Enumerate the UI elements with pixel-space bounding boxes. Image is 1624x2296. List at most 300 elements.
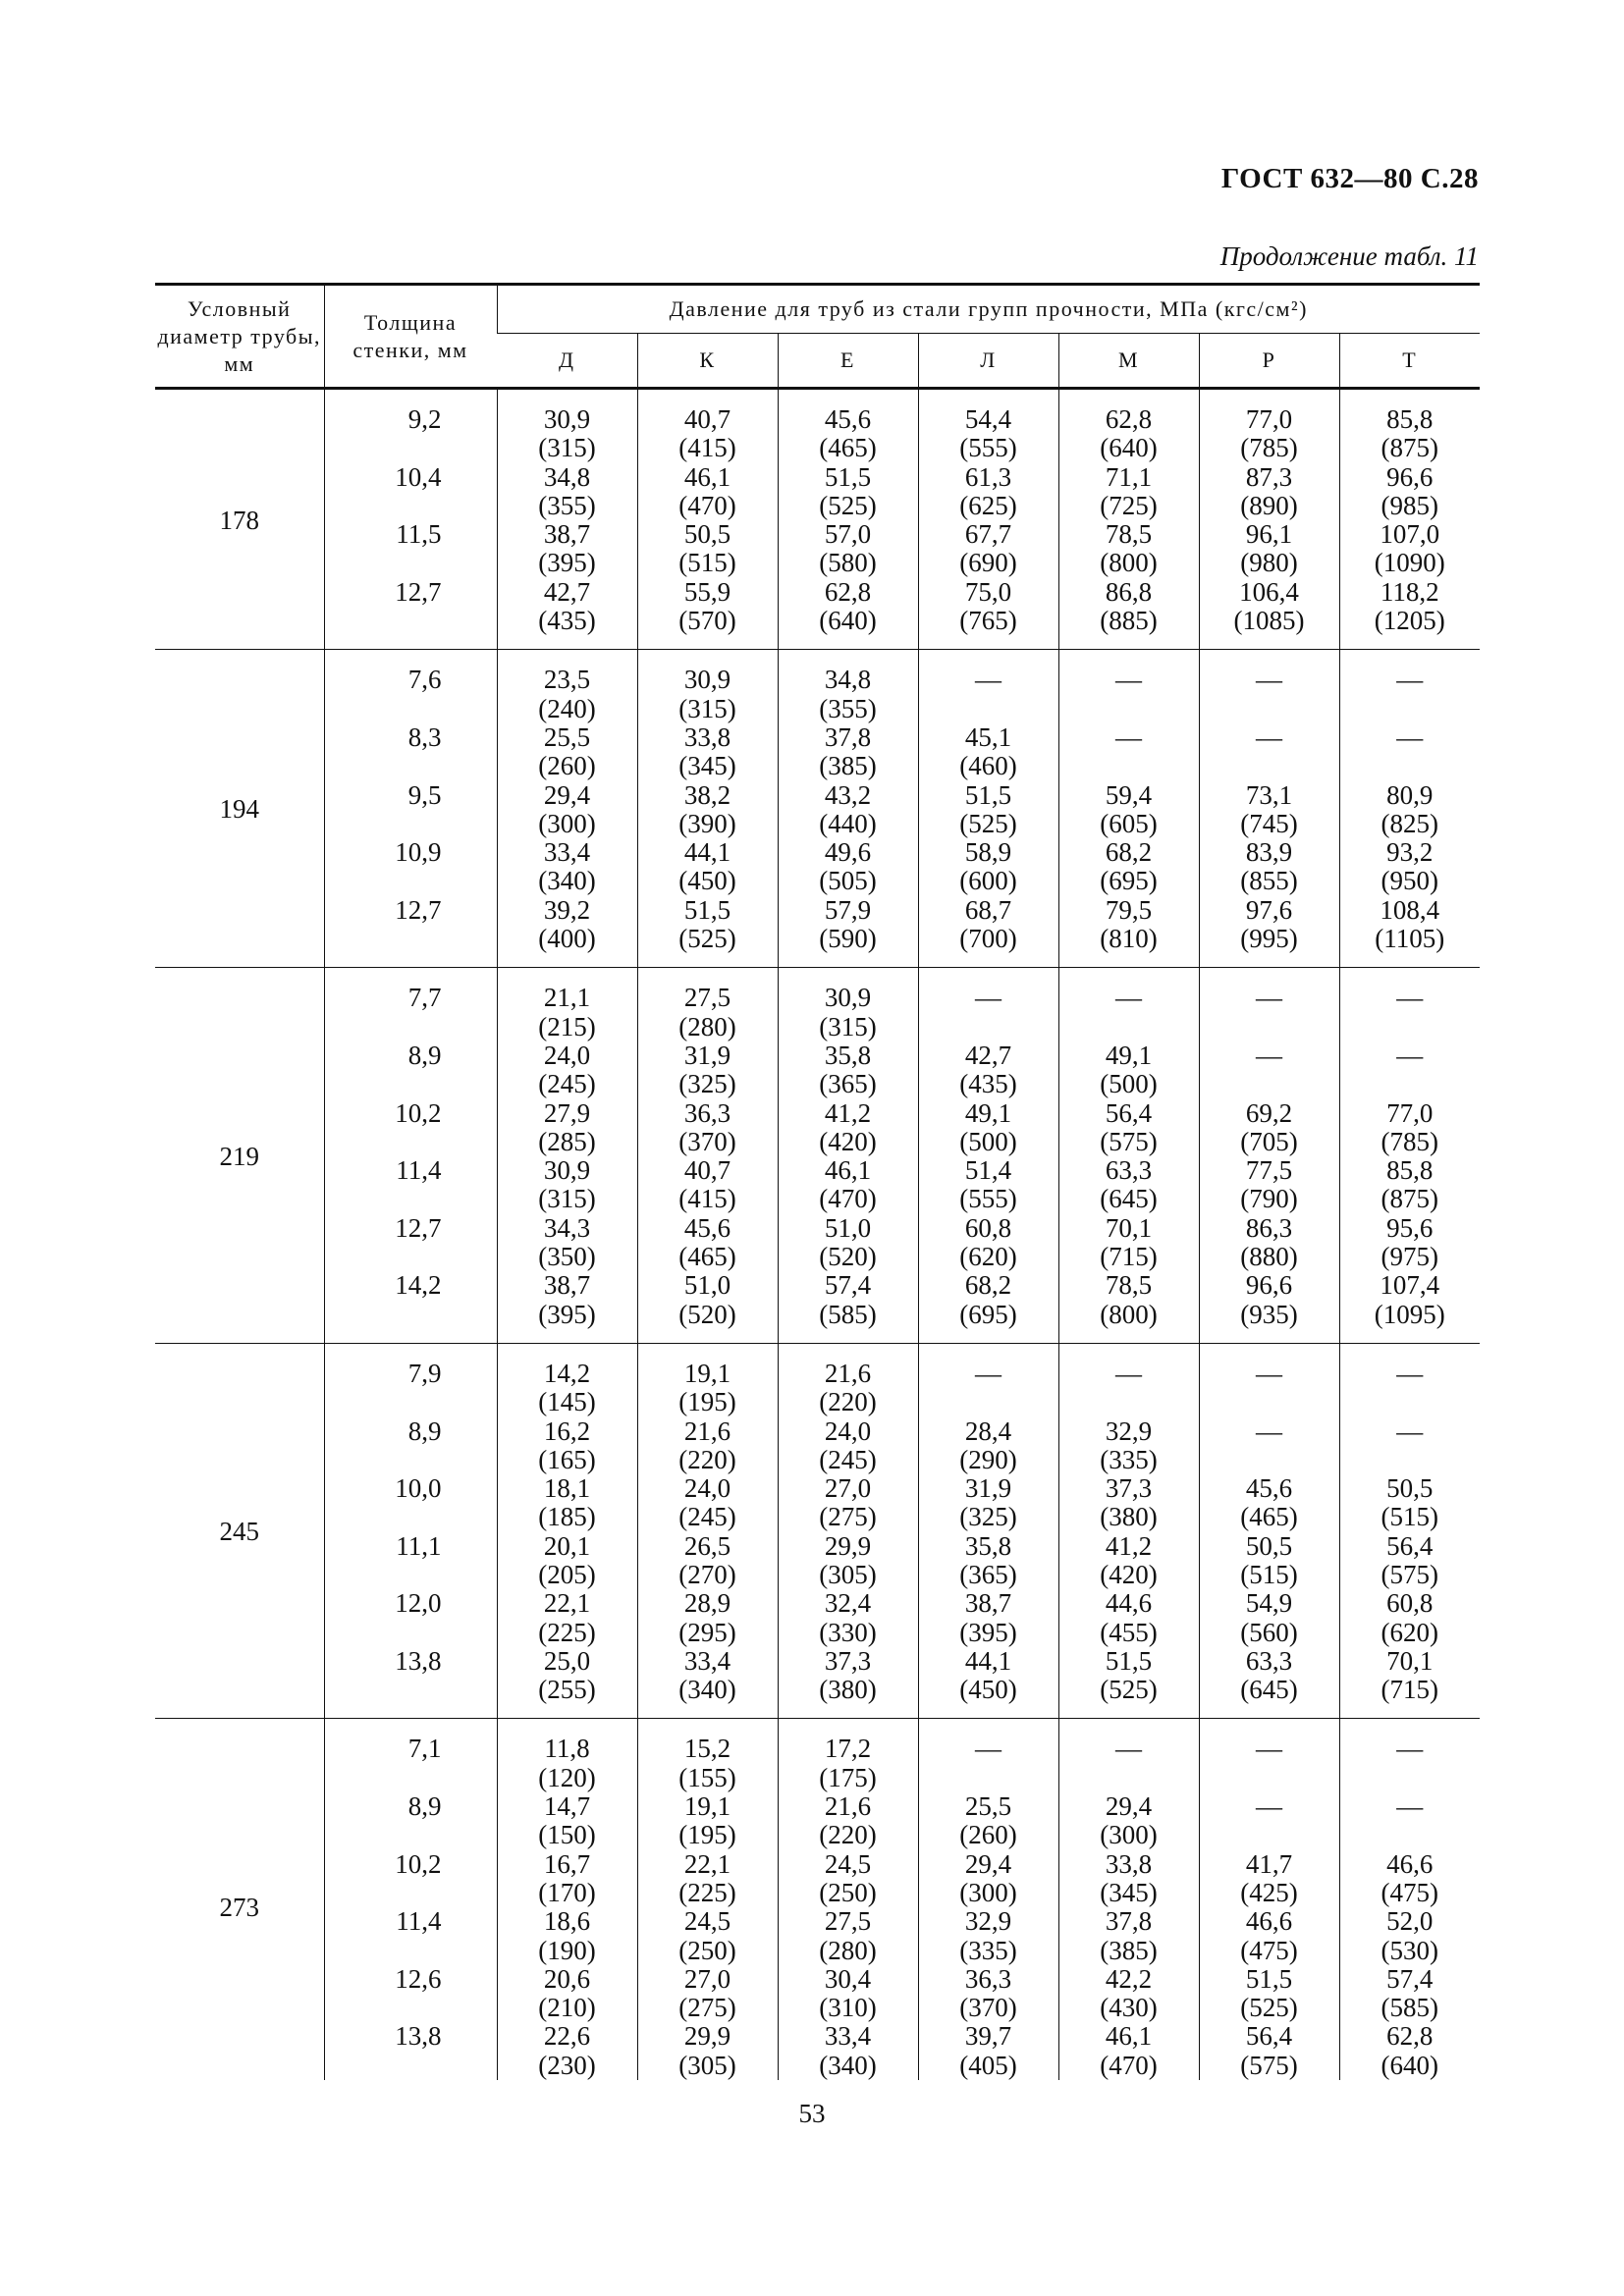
- pressure-kgf: (415): [678, 433, 736, 463]
- pressure-kgf: (640): [819, 606, 877, 636]
- pressure-mpa: 45,1: [964, 721, 1012, 752]
- pressure-kgf: (575): [1380, 1559, 1438, 1589]
- pressure-kgf: (280): [678, 1011, 736, 1041]
- thickness-spacer: [325, 1388, 497, 1416]
- pressure-mpa: 96,6: [1386, 461, 1434, 492]
- pressure-kgf: (245): [538, 1069, 596, 1099]
- header-group: Т: [1339, 334, 1480, 389]
- pressure-kgf: (335): [1100, 1444, 1158, 1474]
- pressure-kgf: [1200, 1013, 1339, 1041]
- pressure-kgf: (245): [678, 1502, 736, 1532]
- pressure-mpa: 62,8: [1386, 2021, 1434, 2052]
- pressure-mpa: 37,8: [824, 721, 872, 752]
- pressure-mpa: 54,4: [964, 404, 1012, 434]
- pressure-kgf: [1340, 1446, 1481, 1474]
- thickness-spacer: [325, 810, 497, 838]
- pressure-mpa: 51,5: [1105, 1645, 1153, 1676]
- pressure-kgf: (525): [1100, 1675, 1158, 1705]
- pressure-kgf: (315): [819, 1011, 877, 1041]
- pressure-mpa: 96,6: [1245, 1270, 1293, 1301]
- pressure-cell: [778, 1343, 918, 1719]
- pressure-cell: [778, 650, 918, 968]
- pressure-mpa: 85,8: [1386, 404, 1434, 434]
- pressure-mpa: —: [975, 1358, 1001, 1388]
- pressure-kgf: (395): [959, 1617, 1017, 1647]
- header-pressure: Давление для труб из стали групп прочности, МПа (кгс/см²): [497, 285, 1480, 334]
- pressure-cell: [497, 968, 637, 1344]
- pressure-cell: [637, 650, 778, 968]
- pressure-mpa: 46,1: [1105, 2021, 1153, 2052]
- pressure-mpa: 24,5: [683, 1906, 731, 1937]
- pressure-kgf: (425): [1240, 1877, 1298, 1907]
- pressure-mpa: 51,0: [824, 1212, 872, 1243]
- diameter-cell: 178: [155, 389, 324, 650]
- pressure-kgf: (385): [1100, 1935, 1158, 1965]
- pressure-cell: [1339, 1719, 1480, 2080]
- thickness-value: 12,6: [395, 1963, 442, 1994]
- pressure-kgf: [1200, 1070, 1339, 1098]
- pressure-mpa: 34,8: [824, 665, 872, 695]
- pressure-cell: [1199, 650, 1339, 968]
- pressure-mpa: 41,2: [824, 1097, 872, 1128]
- pressure-mpa: 68,2: [964, 1270, 1012, 1301]
- pressure-cell: [1058, 389, 1199, 650]
- diameter-cell: 273: [219, 1892, 259, 1922]
- pressure-mpa: 36,3: [683, 1097, 731, 1128]
- pressure-cell: [1058, 1719, 1199, 2080]
- pressure-kgf: (555): [959, 433, 1017, 463]
- pressure-mpa: 28,4: [964, 1415, 1012, 1446]
- pressure-mpa: 33,4: [824, 2021, 872, 2052]
- pressure-kgf: (520): [819, 1242, 877, 1272]
- thickness-value: 8,9: [407, 1791, 442, 1822]
- pressure-mpa: —: [1396, 1415, 1424, 1446]
- thickness-value: 7,1: [407, 1734, 442, 1764]
- pressure-mpa: 37,8: [1105, 1906, 1153, 1937]
- pressure-kgf: (800): [1100, 548, 1158, 578]
- pressure-kgf: [1340, 1388, 1481, 1416]
- pressure-mpa: 37,3: [824, 1645, 872, 1676]
- pressure-mpa: 44,1: [683, 837, 731, 868]
- pressure-mpa: 32,4: [824, 1588, 872, 1619]
- pressure-kgf: (695): [959, 1299, 1017, 1329]
- pressure-cell: [778, 968, 918, 1344]
- pressure-mpa: 24,0: [824, 1415, 872, 1446]
- pressure-kgf: (195): [678, 1387, 736, 1417]
- pressure-mpa: 27,0: [824, 1473, 872, 1504]
- pressure-mpa: 97,6: [1245, 894, 1293, 925]
- header-diameter: Условный диаметр трубы, мм: [155, 285, 324, 389]
- thickness-value: 11,1: [396, 1530, 442, 1561]
- pressure-cell: [1339, 968, 1480, 1344]
- pressure-mpa: 24,5: [824, 1848, 872, 1879]
- pressure-mpa: 16,7: [543, 1848, 591, 1879]
- thickness-cell: [324, 968, 497, 1344]
- pressure-mpa: 51,0: [683, 1270, 731, 1301]
- pressure-mpa: 26,5: [683, 1530, 731, 1561]
- pressure-mpa: 54,9: [1245, 1588, 1293, 1619]
- pressure-kgf: (290): [959, 1444, 1017, 1474]
- thickness-spacer: [325, 867, 497, 895]
- pressure-mpa: 56,4: [1386, 1530, 1434, 1561]
- pressure-mpa: 50,5: [683, 519, 731, 550]
- pressure-cell: [637, 1343, 778, 1719]
- pressure-mpa: 33,8: [1105, 1848, 1153, 1879]
- pressure-kgf: (150): [538, 1820, 596, 1850]
- pressure-kgf: (260): [538, 751, 596, 781]
- pressure-mpa: 18,1: [543, 1473, 591, 1504]
- pressure-mpa: 27,9: [543, 1097, 591, 1128]
- pressure-kgf: (230): [538, 2050, 596, 2080]
- pressure-mpa: 32,9: [1105, 1415, 1153, 1446]
- pressure-mpa: 40,7: [683, 404, 731, 434]
- pressure-kgf: (520): [678, 1299, 736, 1329]
- pressure-kgf: (790): [1240, 1184, 1298, 1214]
- pressure-mpa: 45,6: [824, 404, 872, 434]
- pressure-mpa: 22,6: [543, 2021, 591, 2052]
- pressure-mpa: 50,5: [1245, 1530, 1293, 1561]
- thickness-cell: [324, 389, 497, 650]
- pressure-kgf: (420): [1100, 1559, 1158, 1589]
- pressure-kgf: (985): [1380, 490, 1438, 520]
- thickness-value: 9,5: [407, 779, 442, 810]
- pressure-mpa: 55,9: [683, 576, 731, 607]
- pressure-kgf: (175): [819, 1762, 877, 1792]
- pressure-kgf: (465): [819, 433, 877, 463]
- pressure-kgf: (220): [819, 1820, 877, 1850]
- pressure-kgf: (385): [819, 751, 877, 781]
- pressure-table: [155, 283, 1480, 2080]
- pressure-cell: [1199, 389, 1339, 650]
- pressure-mpa: 32,9: [964, 1906, 1012, 1937]
- pressure-mpa: 79,5: [1105, 894, 1153, 925]
- thickness-value: 8,9: [407, 1040, 442, 1070]
- pressure-mpa: 20,1: [543, 1530, 591, 1561]
- pressure-mpa: 68,2: [1105, 837, 1153, 868]
- thickness-spacer: [325, 1821, 497, 1849]
- pressure-kgf: (1105): [1375, 924, 1445, 954]
- thickness-spacer: [325, 549, 497, 577]
- pressure-mpa: 56,4: [1105, 1097, 1153, 1128]
- pressure-mpa: 33,8: [683, 721, 731, 752]
- pressure-mpa: 57,4: [824, 1270, 872, 1301]
- pressure-mpa: 34,3: [543, 1212, 591, 1243]
- pressure-cell: [637, 968, 778, 1344]
- pressure-mpa: 59,4: [1105, 779, 1153, 810]
- pressure-mpa: 83,9: [1245, 837, 1293, 868]
- pressure-kgf: (155): [678, 1762, 736, 1792]
- pressure-kgf: (450): [959, 1675, 1017, 1705]
- pressure-mpa: 11,8: [544, 1734, 590, 1764]
- pressure-mpa: 46,1: [683, 461, 731, 492]
- pressure-kgf: (440): [819, 808, 877, 838]
- table-caption: Продолжение табл. 11: [1219, 241, 1479, 271]
- pressure-kgf: (500): [959, 1126, 1017, 1156]
- pressure-cell: [1199, 968, 1339, 1344]
- pressure-kgf: (400): [538, 924, 596, 954]
- pressure-mpa: 22,1: [543, 1588, 591, 1619]
- pressure-mpa: 21,6: [824, 1791, 872, 1822]
- pressure-cell: [1058, 1343, 1199, 1719]
- pressure-kgf: (220): [819, 1387, 877, 1417]
- pressure-kgf: (165): [538, 1444, 596, 1474]
- pressure-kgf: (395): [538, 1299, 596, 1329]
- pressure-mpa: 45,6: [683, 1212, 731, 1243]
- pressure-mpa: 93,2: [1386, 837, 1434, 868]
- pressure-mpa: 39,2: [543, 894, 591, 925]
- pressure-mpa: 49,6: [824, 837, 872, 868]
- pressure-kgf: (370): [678, 1126, 736, 1156]
- pressure-cell: [1058, 968, 1199, 1344]
- pressure-mpa: 22,1: [683, 1848, 731, 1879]
- thickness-value: 12,7: [395, 894, 442, 925]
- pressure-mpa: 21,6: [683, 1415, 731, 1446]
- pressure-kgf: (1085): [1233, 606, 1305, 636]
- pressure-kgf: (335): [959, 1935, 1017, 1965]
- thickness-value: 13,8: [395, 1645, 442, 1676]
- pressure-mpa: 50,5: [1386, 1473, 1434, 1504]
- pressure-mpa: 29,4: [964, 1848, 1012, 1879]
- diameter-cell: 194: [155, 650, 324, 968]
- pressure-kgf: (950): [1380, 866, 1438, 896]
- pressure-kgf: (625): [959, 490, 1017, 520]
- pressure-kgf: (1090): [1374, 548, 1445, 578]
- thickness-spacer: [325, 1619, 497, 1647]
- pressure-kgf: [1200, 1821, 1339, 1849]
- pressure-mpa: 20,6: [543, 1963, 591, 1994]
- pressure-mpa: 36,3: [964, 1963, 1012, 1994]
- pressure-mpa: 46,6: [1386, 1848, 1434, 1879]
- pressure-kgf: (515): [1240, 1559, 1298, 1589]
- pressure-mpa: —: [1396, 1040, 1424, 1070]
- pressure-mpa: 57,9: [824, 894, 872, 925]
- pressure-cell: [918, 650, 1058, 968]
- pressure-kgf: (575): [1100, 1126, 1158, 1156]
- pressure-kgf: (500): [1100, 1069, 1158, 1099]
- pressure-mpa: 56,4: [1245, 2021, 1293, 2052]
- pressure-mpa: 33,4: [683, 1645, 731, 1676]
- pressure-kgf: (880): [1240, 1242, 1298, 1272]
- pressure-kgf: (935): [1240, 1299, 1298, 1329]
- pressure-cell: [1199, 1719, 1339, 2080]
- table-row: [155, 968, 1480, 1344]
- pressure-kgf: (285): [538, 1126, 596, 1156]
- pressure-mpa: 37,3: [1105, 1473, 1153, 1504]
- pressure-mpa: 30,9: [824, 983, 872, 1013]
- pressure-kgf: (715): [1380, 1675, 1438, 1705]
- thickness-spacer: [325, 434, 497, 462]
- pressure-mpa: 21,6: [824, 1358, 872, 1388]
- pressure-cell: [918, 1343, 1058, 1719]
- thickness-spacer: [325, 925, 497, 953]
- pressure-mpa: 15,2: [683, 1734, 731, 1764]
- pressure-cell: [1058, 650, 1199, 968]
- pressure-kgf: (875): [1380, 1184, 1438, 1214]
- pressure-kgf: (855): [1240, 866, 1298, 896]
- thickness-spacer: [325, 695, 497, 723]
- pressure-kgf: (890): [1240, 490, 1298, 520]
- pressure-mpa: 75,0: [964, 576, 1012, 607]
- thickness-spacer: [325, 1185, 497, 1213]
- pressure-kgf: (470): [678, 490, 736, 520]
- pressure-kgf: (310): [819, 1993, 877, 2023]
- thickness-spacer: [325, 1561, 497, 1589]
- pressure-mpa: 39,7: [964, 2021, 1012, 2052]
- pressure-mpa: 78,5: [1105, 519, 1153, 550]
- pressure-kgf: (560): [1240, 1617, 1298, 1647]
- pressure-mpa: 44,1: [964, 1645, 1012, 1676]
- pressure-kgf: (600): [959, 866, 1017, 896]
- pressure-mpa: —: [1256, 1040, 1282, 1070]
- thickness-spacer: [325, 1301, 497, 1329]
- thickness-value: 14,2: [395, 1270, 442, 1301]
- pressure-kgf: (365): [959, 1559, 1017, 1589]
- pressure-mpa: 14,2: [543, 1358, 591, 1388]
- thickness-spacer: [325, 1503, 497, 1531]
- pressure-kgf: [919, 1388, 1058, 1416]
- pressure-mpa: —: [1256, 1358, 1282, 1388]
- pressure-mpa: 38,7: [964, 1588, 1012, 1619]
- pressure-kgf: (170): [538, 1877, 596, 1907]
- pressure-mpa: 78,5: [1105, 1270, 1153, 1301]
- pressure-mpa: —: [1396, 1734, 1424, 1764]
- pressure-kgf: [1340, 1821, 1481, 1849]
- pressure-mpa: 27,5: [683, 983, 731, 1013]
- pressure-kgf: (810): [1100, 924, 1158, 954]
- pressure-mpa: 63,3: [1245, 1645, 1293, 1676]
- thickness-value: 11,4: [396, 1155, 442, 1186]
- pressure-kgf: (745): [1240, 808, 1298, 838]
- pressure-kgf: (250): [819, 1877, 877, 1907]
- pressure-cell: [1199, 1343, 1339, 1719]
- pressure-kgf: [1200, 1764, 1339, 1792]
- table-row: [155, 1719, 1480, 2080]
- thickness-value: 12,7: [395, 1212, 442, 1243]
- pressure-mpa: 33,4: [543, 837, 591, 868]
- pressure-mpa: —: [1256, 1734, 1282, 1764]
- pressure-kgf: [1200, 1388, 1339, 1416]
- pressure-kgf: (605): [1100, 808, 1158, 838]
- thickness-spacer: [325, 1937, 497, 1965]
- pressure-mpa: —: [1256, 1791, 1282, 1822]
- thickness-spacer: [325, 1446, 497, 1474]
- pressure-kgf: (280): [819, 1935, 877, 1965]
- pressure-mpa: 60,8: [964, 1212, 1012, 1243]
- pressure-kgf: (340): [819, 2050, 877, 2080]
- pressure-mpa: 107,0: [1380, 519, 1440, 550]
- pressure-mpa: 51,5: [683, 894, 731, 925]
- pressure-kgf: (240): [538, 693, 596, 723]
- pressure-mpa: 29,4: [1105, 1791, 1153, 1822]
- pressure-kgf: (315): [538, 433, 596, 463]
- pressure-cell: [497, 650, 637, 968]
- pressure-kgf: (1095): [1374, 1299, 1445, 1329]
- pressure-mpa: 40,7: [683, 1155, 731, 1186]
- pressure-kgf: (515): [1380, 1502, 1438, 1532]
- pressure-mpa: 49,1: [964, 1097, 1012, 1128]
- pressure-mpa: 62,8: [824, 576, 872, 607]
- pressure-kgf: (875): [1380, 433, 1438, 463]
- pressure-kgf: [1059, 752, 1199, 780]
- pressure-mpa: 24,0: [543, 1040, 591, 1070]
- pressure-kgf: [1200, 1446, 1339, 1474]
- pressure-cell: [1339, 389, 1480, 650]
- pressure-mpa: 38,7: [543, 519, 591, 550]
- thickness-value: 10,2: [395, 1848, 442, 1879]
- pressure-mpa: —: [1256, 721, 1282, 752]
- standard-header: ГОСТ 632—80 С.28: [1220, 163, 1479, 194]
- pressure-kgf: [1340, 1764, 1481, 1792]
- pressure-kgf: (355): [538, 490, 596, 520]
- pressure-mpa: 19,1: [683, 1358, 731, 1388]
- pressure-mpa: 86,8: [1105, 576, 1153, 607]
- pressure-mpa: 35,8: [824, 1040, 872, 1070]
- pressure-mpa: 27,5: [824, 1906, 872, 1937]
- pressure-cell: [497, 1343, 637, 1719]
- pressure-kgf: (245): [819, 1444, 877, 1474]
- pressure-mpa: —: [975, 665, 1001, 695]
- pressure-mpa: 28,9: [683, 1588, 731, 1619]
- pressure-kgf: (470): [1100, 2050, 1158, 2080]
- pressure-mpa: —: [1115, 1734, 1142, 1764]
- pressure-mpa: 77,5: [1245, 1155, 1293, 1186]
- pressure-kgf: [1059, 695, 1199, 723]
- pressure-mpa: 21,1: [543, 983, 591, 1013]
- pressure-cell: [778, 1719, 918, 2080]
- pressure-kgf: (555): [959, 1184, 1017, 1214]
- pressure-mpa: 57,0: [824, 519, 872, 550]
- pressure-mpa: 71,1: [1105, 461, 1153, 492]
- pressure-kgf: (345): [678, 751, 736, 781]
- pressure-kgf: (390): [678, 808, 736, 838]
- pressure-mpa: 51,5: [1245, 1963, 1293, 1994]
- pressure-mpa: 24,0: [683, 1473, 731, 1504]
- pressure-kgf: (395): [538, 548, 596, 578]
- pressure-mpa: 67,7: [964, 519, 1012, 550]
- pressure-kgf: [919, 1764, 1058, 1792]
- thickness-value: 11,5: [396, 519, 442, 550]
- pressure-mpa: 77,0: [1386, 1097, 1434, 1128]
- thickness-value: 7,9: [407, 1358, 442, 1388]
- pressure-kgf: [1340, 752, 1481, 780]
- pressure-kgf: (1205): [1374, 606, 1445, 636]
- pressure-kgf: (380): [1100, 1502, 1158, 1532]
- pressure-mpa: 41,7: [1245, 1848, 1293, 1879]
- table-row: [155, 650, 1480, 968]
- diameter-cell: 219: [155, 968, 324, 1344]
- pressure-mpa: 29,4: [543, 779, 591, 810]
- thickness-value: 7,6: [407, 665, 442, 695]
- pressure-mpa: —: [1396, 1791, 1424, 1822]
- thickness-value: 13,8: [395, 2021, 442, 2052]
- pressure-kgf: (585): [819, 1299, 877, 1329]
- pressure-mpa: 77,0: [1245, 404, 1293, 434]
- pressure-kgf: (575): [1240, 2050, 1298, 2080]
- pressure-kgf: (505): [819, 866, 877, 896]
- header-group: Л: [918, 334, 1058, 389]
- pressure-kgf: (460): [959, 751, 1017, 781]
- pressure-mpa: 87,3: [1245, 461, 1293, 492]
- pressure-kgf: (355): [819, 693, 877, 723]
- pressure-mpa: —: [1396, 1358, 1424, 1388]
- pressure-cell: [637, 389, 778, 650]
- pressure-mpa: 14,7: [543, 1791, 591, 1822]
- pressure-mpa: 42,7: [543, 576, 591, 607]
- pressure-mpa: 41,2: [1105, 1530, 1153, 1561]
- pressure-kgf: (255): [538, 1675, 596, 1705]
- pressure-mpa: 43,2: [824, 779, 872, 810]
- pressure-mpa: 25,0: [543, 1645, 591, 1676]
